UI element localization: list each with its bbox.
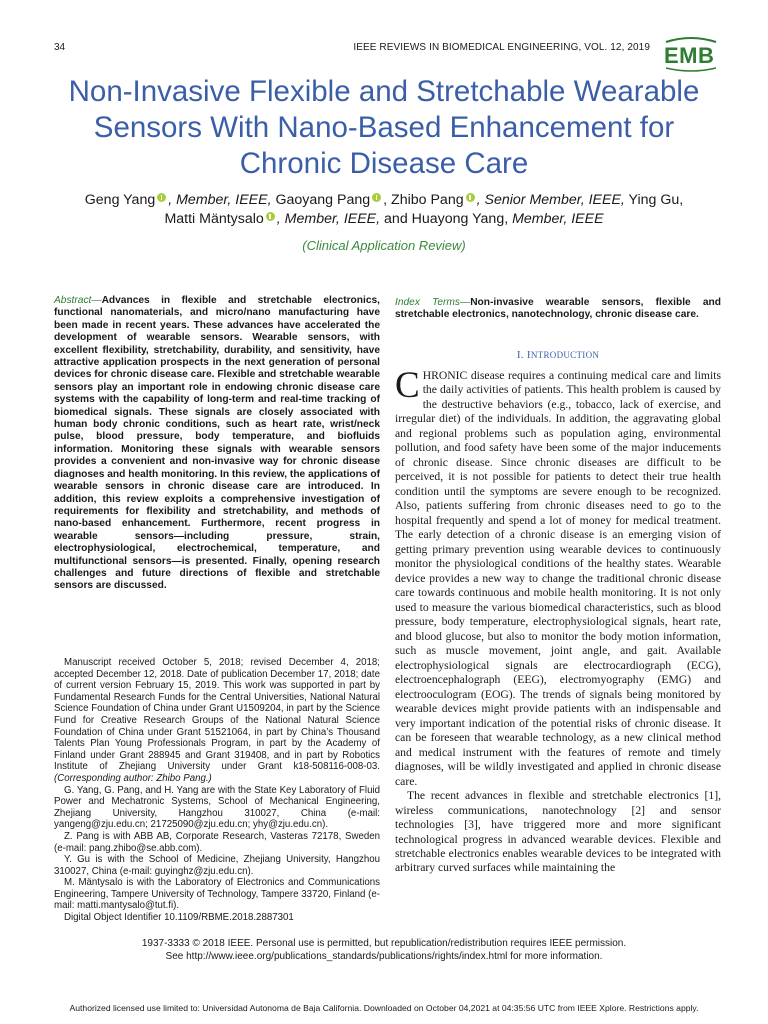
copyright-notice — [40, 938, 728, 963]
author-name: Zhibo Pang — [387, 192, 464, 208]
footnote-paragraph: Z. Pang is with ABB AB, Corporate Research, Vasteras 72178, Sweden (e-mail: pang.zhibo@se.abb.com). — [54, 830, 380, 854]
body-paragraph: The recent advances in flexible and stretchable electronics [1], wireless communications, nanotechnology [2] and sensor technologies [3], have triggered more and more significant technological progress in advanced wearable devices. Flexible and stretchable electronics enables wearable devices to be integrated with arbitrary curved surfaces while maintaining the — [395, 789, 721, 875]
author-line — [40, 191, 728, 210]
author-separator: , — [383, 192, 388, 208]
paper-title — [40, 74, 728, 182]
author-membership: , Senior Member, IEEE, — [476, 192, 625, 208]
author-membership: , Member, IEEE, — [168, 192, 272, 208]
title-line: Sensors With Nano-Based Enhancement for — [93, 111, 675, 144]
author-name: Geng Yang — [84, 192, 156, 208]
license-notice: Authorized licensed use limited to: Universidad Autonoma de Baja California. Downloaded on October 04,2021 at 04:35:56 UTC from IEEE Xplore. Restrictions apply. — [69, 1003, 699, 1013]
introduction-body — [395, 365, 721, 876]
section-title-rest: NTRODUCTION — [530, 350, 600, 360]
orcid-icon[interactable] — [372, 193, 381, 202]
section-heading — [395, 349, 721, 361]
abstract — [54, 295, 380, 593]
emb-logo — [660, 36, 722, 72]
title-line: Chronic Disease Care — [239, 147, 529, 180]
corresponding-author: (Corresponding author: Zhibo Pang.) — [54, 772, 212, 784]
body-paragraph — [395, 365, 721, 789]
author-name: Gaoyang Pang — [271, 192, 371, 208]
emb-logo-text: EMB — [664, 43, 715, 68]
copyright-line: 1937-3333 © 2018 IEEE. Personal use is permitted, but republication/redistribution requires IEEE permission. — [141, 938, 627, 949]
section-initial: I — [526, 349, 531, 361]
review-type: (Clinical Application Review) — [302, 238, 466, 253]
drop-cap: C — [395, 365, 420, 406]
rights-link[interactable]: See http://www.ieee.org/publications_standards/publications/rights/index.html for more information. — [165, 950, 603, 962]
author-membership: , Member, IEEE, — [276, 211, 381, 227]
footnote — [54, 657, 380, 924]
author-name: and Huayong Yang, — [380, 211, 509, 227]
index-terms-text: Non-invasive wearable sensors, flexible and stretchable electronics, nanotechnology, chronic disease care. — [395, 297, 721, 321]
author-name: Ying Gu, — [624, 192, 684, 208]
author-line — [40, 210, 728, 229]
footnote-paragraph: Y. Gu is with the School of Medicine, Zhejiang University, Hangzhou 310027, China (e-mail: guyinghz@zju.edu.cn). — [54, 854, 380, 877]
section-number: I. — [516, 349, 527, 361]
orcid-icon[interactable] — [266, 212, 275, 221]
author-name: Matti Mäntysalo — [164, 211, 264, 227]
doi: Digital Object Identifier 10.1109/RBME.2018.2887301 — [64, 912, 294, 924]
orcid-icon[interactable] — [466, 193, 475, 202]
body-text: HRONIC disease requires a continuing medical care and limits the daily activities of patients. This health problem is caused by the destructive behaviors (e.g., tobacco, lack of exercise, and irregular diet) of the individuals. In addition, the aggravating global and regional problems such as population aging, environmental pollution, and food safety have been some of the major inducements of chronic disease. Since chronic diseases are difficult to be perceived, it is not possible for patients to detect their true health condition until the symptoms are severe enough to be recognized. Also, patients suffering from chronic diseases need to go to the hospital frequently and spend a lot of money for medical treatment. The early detection of a chronic disease is an emerging vision of getting primary prevention using wearable devices to continuously monitor the physiological conditions of the healthy states. Wearable device provides a new way to change the traditional chronic disease care towards continuous and mobile health monitoring. It is not only used to measure the various biomedical characteristics, such as blood pressure, body temperature, electrophysiological signals, heart rate, and blood glucose, but also to monitor the body motion information, such as muscle movement, joint angle, and gait. Available electrophysiological signals are electrocardiograph (ECG), electroencephalograph (EEG), electromyography (EMG) and electrooculogram (EOG). The trends of signals being monitored by wearable devices might provide patients with an indispensable and very important indication of the potential risks of chronic disease. It can be foreseen that wearable technology, as a new clinical method and medical instrument with the features of remote and timely diagnoses, will be wildly investigated and applied in chronic disease care. — [395, 369, 721, 788]
author-membership: Member, IEEE — [508, 211, 604, 227]
footnote-paragraph: G. Yang, G. Pang, and H. Yang are with the State Key Laboratory of Fluid Power and Mechatronic Systems, School of Mechanical Engineering, Zhejiang University, Hangzhou 310027, China (e-mail: yangeng@zju.edu.cn; 21725090@zju.edu.cn; yhy@zju.edu.cn). — [54, 784, 380, 831]
abstract-text: Advances in flexible and stretchable electronics, functional nanomaterials, and micro/nano manufacturing have been made in recent years. These advances have accelerated the development of wearable sensors. Wearable sensors, with excellent flexibility, stretchability, durability, and sensitivity, have attractive application prospects in the next generation of personal devices for chronic disease care. Flexible and stretchable wearable sensors play an important role in endowing chronic disease care systems with the capability of long-term and real-time tracking of biomedical signals. These signals are closely associated with human body chronic conditions, such as heart rate, wrist/neck pulse, blood pressure, body temperature, and biofluids information. Monitoring these signals with wearable sensors provides a convenient and non-invasive way for chronic disease diagnoses and health monitoring. In this review, the applications of wearable sensors in chronic disease care are introduced. In addition, this review exploits a comprehensive investigation of requirements for flexibility and stretchability, and methods of nano-based enhancement. Furthermore, recent progress in wearable sensors—including pressure, strain, electrophysiological, electrochemical, temperature, and multifunctional sensors—is presented. Finally, opening research challenges and future directions of flexible and stretchable sensors are discussed. — [54, 295, 380, 592]
title-line: Non-Invasive Flexible and Stretchable Wearable — [68, 75, 700, 108]
index-terms-lead: Index Terms— — [395, 297, 471, 308]
orcid-icon[interactable] — [157, 193, 166, 202]
index-terms — [395, 297, 721, 322]
journal-header: IEEE REVIEWS IN BIOMEDICAL ENGINEERING, VOL. 12, 2019 — [353, 42, 650, 53]
abstract-lead: Abstract— — [54, 295, 102, 306]
author-list — [40, 191, 728, 229]
footnote-paragraph: M. Mäntysalo is with the Laboratory of Electronics and Communications Engineering, Tampere University of Technology, Tampere 33720, Finland (e-mail: matti.mantysalo@tut.fi). — [54, 877, 380, 912]
page-number: 34 — [54, 42, 66, 53]
footnote-paragraph — [54, 657, 380, 785]
footnote-funding: Manuscript received October 5, 2018; revised December 4, 2018; accepted December 12, 2018. Date of publication December 17, 2018; date of current version February 15, 2019. This work was supported in part by Fundamental Research Funds for the Central Universities, National Natural Science Foundation of China under Grant U1509204, in part by the Science Fund for Creative Research Groups of the National Natural Science Foundation of China under Grant 51521064, in part by China’s Thousand Talents Plan Young Professionals Program, in part by the Academy of Finland under Grant 288945 and Grant 319408, and in part by Robotics Institute of Zhejiang University under Grant k18-508116-008-03. — [54, 657, 380, 773]
